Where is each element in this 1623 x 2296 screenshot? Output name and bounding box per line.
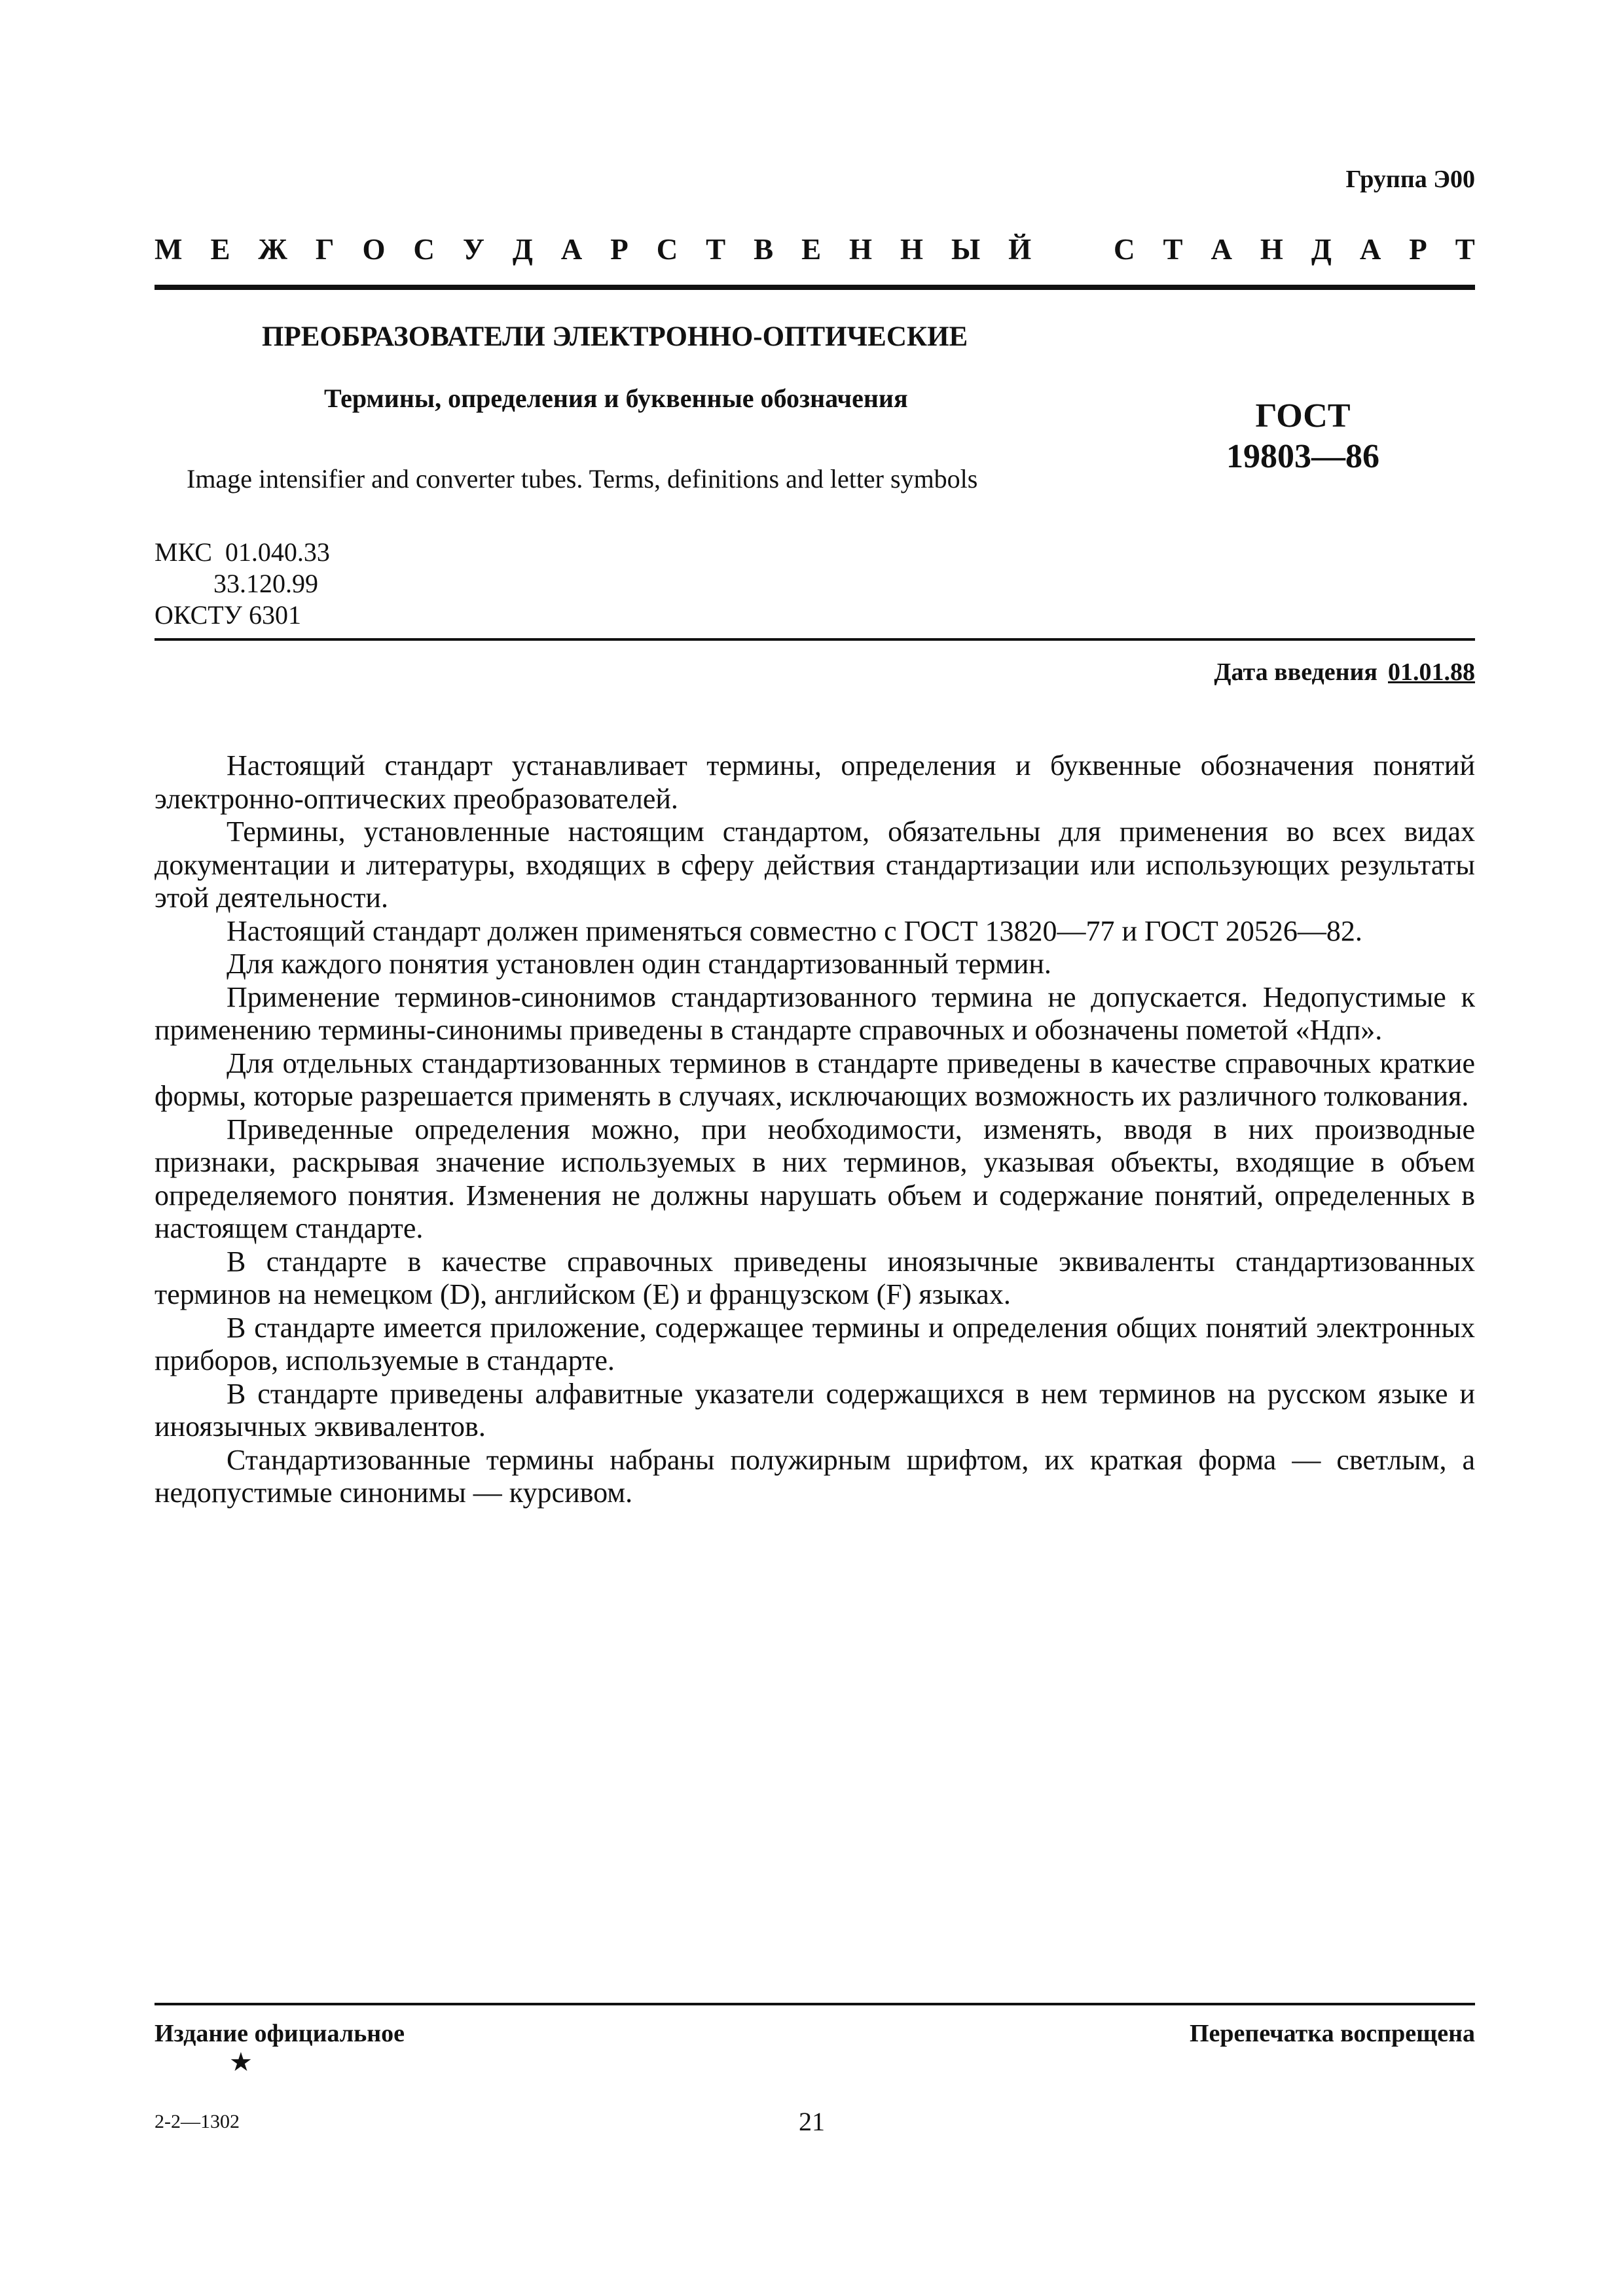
document-subtitle: Термины, определения и буквенные обозначения	[324, 384, 908, 413]
heading-letter: Д	[1311, 233, 1332, 266]
heading-letter: О	[362, 233, 386, 266]
header-rule	[155, 285, 1475, 290]
paragraph: Для отдельных стандартизованных терминов в стандарте приведены в качестве справочных краткие формы, которые разрешается применять в случаях, исключающих возможность их различного толкования.	[155, 1047, 1475, 1112]
heading-letter: Г	[315, 233, 335, 266]
introduction-date	[1214, 658, 1475, 687]
heading-letter: А	[1211, 233, 1232, 266]
paragraph: Для каждого понятия установлен один стандартизованный термин.	[227, 948, 1051, 980]
heading-letter: Ж	[258, 233, 287, 266]
heading-letter: Н	[849, 233, 873, 266]
heading-letter: Н	[900, 233, 924, 266]
page-number: 21	[799, 2107, 825, 2136]
paragraph: В стандарте имеется приложение, содержащее термины и определения общих понятий электронных приборов, используемые в стандарте.	[155, 1311, 1475, 1376]
paragraph: Применение терминов-синонимов стандартизованного термина не допускается. Недопустимые к применению термины-синонимы приведены в стандарте справочных и обозначены пометой «Ндп».	[155, 980, 1475, 1046]
paragraph: Стандартизованные термины набраны полужирным шрифтом, их краткая форма — светлым, а недопустимые синонимы — курсивом.	[155, 1443, 1475, 1509]
heading-letter: Й	[1008, 233, 1032, 266]
heading-letter: Н	[1260, 233, 1283, 266]
paragraph: В стандарте приведены алфавитные указатели содержащихся в нем терминов на русском языке и иноязычных эквивалентов.	[155, 1377, 1475, 1443]
heading-letter: С	[413, 233, 435, 266]
heading-letter: Е	[801, 233, 822, 266]
body-text	[155, 749, 1475, 1510]
heading-letter: Ы	[951, 233, 981, 266]
paragraph: Термины, установленные настоящим стандартом, обязательны для применения во всех видах документации и литературы, входящих в сферу действия стандартизации или использующих результаты этой деятельности.	[155, 816, 1475, 914]
intro-date-value: 01.01.88	[1388, 658, 1475, 686]
heading-letter: С	[1114, 233, 1135, 266]
heading-letter: У	[462, 233, 484, 266]
interstate-standard-heading	[155, 232, 1475, 266]
paragraph: Настоящий стандарт должен применяться совместно с ГОСТ 13820—77 и ГОСТ 20526—82.	[227, 914, 1362, 947]
group-label: Группа Э00	[1345, 166, 1475, 193]
heading-letter: Д	[512, 233, 533, 266]
intro-date-label: Дата введения	[1214, 658, 1377, 686]
mks-code-1: МКС 01.040.33	[155, 537, 330, 567]
heading-letter: А	[1359, 233, 1381, 266]
footer-rule	[155, 2003, 1475, 2005]
paragraph: Настоящий стандарт устанавливает термины, определения и буквенные обозначения понятий электронно-оптических преобразователей.	[155, 749, 1475, 815]
mks-code-2: 33.120.99	[155, 569, 318, 598]
heading-letter: М	[155, 233, 183, 266]
order-number: 2-2—1302	[155, 2111, 240, 2132]
heading-letter: Р	[1409, 233, 1427, 266]
star-icon: ★	[229, 2047, 253, 2077]
okstu-code: ОКСТУ 6301	[155, 600, 302, 630]
gost-designation	[1224, 396, 1381, 477]
heading-letter: Т	[1163, 233, 1183, 266]
edition-label: Издание официальное	[155, 2020, 405, 2047]
heading-letter: Т	[706, 233, 726, 266]
classification-codes	[155, 537, 330, 631]
gost-number: 19803—86	[1226, 438, 1379, 475]
heading-letter: Т	[1455, 233, 1475, 266]
paragraph: В стандарте в качестве справочных приведены иноязычные эквиваленты стандартизованных терминов на немецком (D), английском (E) и французском (F) языках.	[155, 1245, 1475, 1310]
codes-rule	[155, 638, 1475, 641]
gost-label: ГОСТ	[1255, 397, 1351, 435]
document-title: ПРЕОБРАЗОВАТЕЛИ ЭЛЕКТРОННО-ОПТИЧЕСКИЕ	[262, 321, 968, 352]
reprint-notice: Перепечатка воспрещена	[1189, 2020, 1475, 2047]
heading-letter: А	[560, 233, 583, 266]
heading-letter: Е	[210, 233, 230, 266]
english-title: Image intensifier and converter tubes. Terms, definitions and letter symbols	[187, 464, 978, 493]
heading-letter: В	[754, 233, 774, 266]
heading-gap	[1059, 232, 1085, 266]
paragraph: Приведенные определения можно, при необходимости, изменять, вводя в них производные признаки, раскрывая значение используемых в них терминов, указывая объекты, входящие в объем определяемого понятия. Изменения не должны нарушать объем и содержание понятий, определенных в настоящем стандарте.	[155, 1113, 1475, 1244]
heading-letter: С	[656, 233, 678, 266]
heading-letter: Р	[610, 233, 629, 266]
